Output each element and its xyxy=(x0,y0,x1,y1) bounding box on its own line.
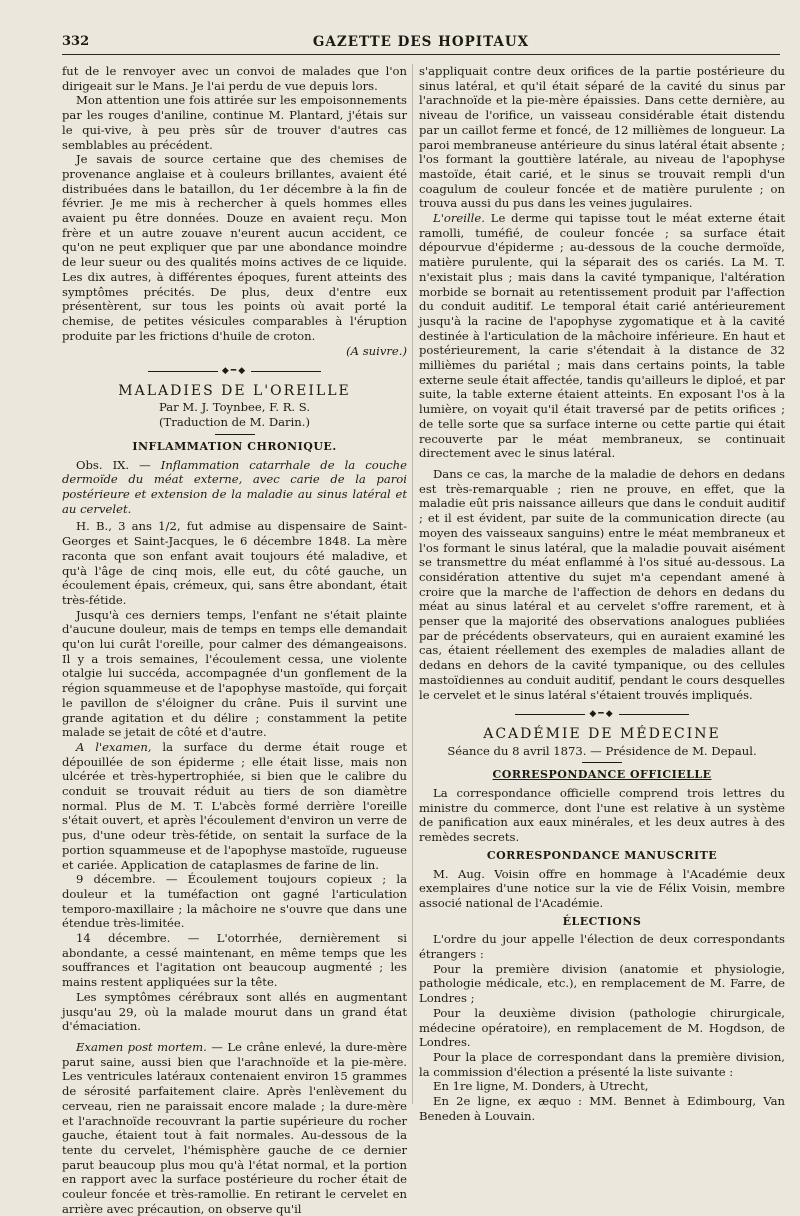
section-title: ACADÉMIE DE MÉDECINE xyxy=(483,725,721,742)
paragraph: M. Aug. Voisin offre en hommage à l'Académie deux exemplaires d'une notice sur la vie de Félix Voisin, membre associé national de l'Académie. xyxy=(419,866,785,910)
translator-byline: (Traduction de M. Darin.) xyxy=(159,415,310,430)
divider xyxy=(582,762,622,763)
left-column xyxy=(62,64,408,1216)
observation-title: Inflammation catarrhale de la couche dermoïde du méat externe, avec carie de la paroi postérieure et extension de la maladie au sinus latéral et au cervelet. xyxy=(62,457,408,516)
section-ornament: ◆━◆ xyxy=(62,364,407,379)
paragraph: Examen post mortem. — Le crâne enlevé, la dure-mère parut saine, aussi bien que l'arachnoïde et la pie-mère. Les ventricules latéraux contenaient environ 15 grammes de sérosité parfaitement claire. Après l'enlèvement du cerveau, rien ne paraissait encore malade ; la dure-mère et l'arachnoïde recouvrant la partie supérieure du rocher gauche, étaient tout à fait normales. Au-dessous de la tente du cervelet, l'hémisphère gauche de ce dernier parut beaucoup plus mou qu'à l'état normal, et la portion en rapport avec la surface postérieure du rocher était de couleur foncée et très-ramollie. En retirant le cervelet en arrière avec précaution, on observe qu'il xyxy=(62,1040,408,1216)
inline-label: A l'examen, xyxy=(76,739,152,754)
paragraph: Pour la place de correspondant dans la première division, la commission d'élection a présenté la liste suivante : xyxy=(419,1050,785,1079)
paragraph: En 1re ligne, M. Donders, à Utrecht, xyxy=(433,1079,649,1094)
paragraph: Je savais de source certaine que des chemises de provenance anglaise et à couleurs brillantes, avaient été distribuées dans le bataillon, du 1er décembre à la fin de février. Je me mis à rechercher à quels hommes elles avaient pu être données. Douze en avaient reçu. Mon frère et un autre zouave n'eurent aucun accident, ce qu'on ne peut expliquer que par une abondance moindre de leur sueur ou des qualités moins actives de ce liquide. Les dix autres, à différentes époques, furent atteints des symptômes précités. De plus, deux d'entre eux présentèrent, sur tous les points où avait porté la chemise, de petites vésicules comparables à l'éruption produite par les frictions d'huile de croton. xyxy=(62,152,407,343)
paragraph: La correspondance officielle comprend trois lettres du ministre du commerce, dont l'une est relative à un système de panification aux eaux minérales, et les deux autres à des remèdes secrets. xyxy=(419,786,785,845)
observation-label: Obs. IX. — xyxy=(76,457,151,472)
paragraph: A l'examen, la surface du derme était rouge et dépouillée de son épiderme ; elle était lisse, mais non ulcérée et très-hypertrophiée, si bien que le calibre du conduit se trouvait réduit au tiers de son diamètre normal. Plus de M. T. L'abcès formé derrière l'oreille s'était ouvert, et après l'écoulement d'environ un verre de pus, d'une odeur très-fétide, on sentait la surface de la portion squammeuse et de l'apophyse mastoïde, rugueuse et cariée. Application de cataplasmes de farine de lin. xyxy=(62,739,407,872)
to-be-continued: (A suivre.) xyxy=(346,344,407,359)
section-title: MALADIES DE L'OREILLE xyxy=(118,382,351,399)
section-ornament: ◆━◆ xyxy=(419,707,785,722)
subsection-title: INFLAMMATION CHRONIQUE. xyxy=(132,439,337,453)
column-divider xyxy=(412,64,413,1104)
paragraph: 14 décembre. — L'otorrhée, dernièrement si abondante, a cessé maintenant, en même temps que les souffrances et l'agitation ont beaucoup augmenté ; les mains restent appliquées sur la tête. xyxy=(62,931,407,990)
observation-heading xyxy=(62,458,407,517)
paragraph: fut de le renvoyer avec un convoi de malades que l'on dirigeait sur le Mans. Je l'ai perdu de vue depuis lors. xyxy=(62,64,407,93)
page-header xyxy=(62,34,780,55)
paragraph: Pour la deuxième division (pathologie chirurgicale, médecine opératoire), en remplacement de M. Hogdson, de Londres. xyxy=(419,1005,785,1050)
divider xyxy=(215,434,255,435)
author-byline: Par M. J. Toynbee, F. R. S. xyxy=(158,400,311,415)
paragraph: Mon attention une fois attirée sur les empoisonnements par les rouges d'aniline, continue M. Plantard, j'étais sur le qui-vive, à peu près sûr de trouver d'autres cas semblables au précédent. xyxy=(62,93,407,152)
subsection-title: ÉLECTIONS xyxy=(562,914,642,928)
subsection-title: CORRESPONDANCE MANUSCRITE xyxy=(486,848,718,862)
page-number: 332 xyxy=(62,34,90,49)
inline-label: L'oreille. xyxy=(433,211,485,226)
paragraph: L'oreille. Le derme qui tapisse tout le méat externe était ramolli, tuméfié, de couleur foncée ; sa surface était dépourvue d'épiderme ; au-dessous de la couche dermoïde, matière purulente, qui la séparait des os cariés. La M. T. n'existait plus ; mais dans la cavité tympanique, l'altération morbide se bornait au retentissement produit par l'affection du conduit auditif. Le temporal était carié antérieurement jusqu'à la racine de l'apophyse zygomatique et à la cavité destinée à l'articulation de la mâchoire inférieure. En haut et postérieurement, la carie s'étendait à la distance de 32 millièmes du pariétal ; mais dans certains points, la table externe seule était affectée, tandis qu'ailleurs le diploé, et par suite, la table externe étaient atteints. En exposant l'os à la lumière, on voyait qu'il était traversé par de petits orifices ; de telle sorte que sa surface interne ou cette partie qui était recouverte par le méat membraneux, se continuait directement avec le sinus latéral. xyxy=(419,211,785,461)
paragraph: Jusqu'à ces derniers temps, l'enfant ne s'était plainte d'aucune douleur, mais de temps en temps elle demandait qu'on lui curât l'oreille, pour calmer des démangeaisons. Il y a trois semaines, l'écoulement cessa, une violente otalgie lui succéda, accompagnée d'un gonflement de la région squammeuse et de l'apophyse mastoïde, qui forçait le pavillon de s'éloigner du crâne. Puis il survint une grande agitation et du délire ; constamment la petite malade se jetait de côté et d'autre. xyxy=(62,607,407,740)
session-line: Séance du 8 avril 1873. — Présidence de M. Depaul. xyxy=(447,743,757,758)
paragraph: Les symptômes cérébraux sont allés en augmentant jusqu'au 29, où la malade mourut dans un grand état d'émaciation. xyxy=(62,989,407,1034)
paragraph: Dans ce cas, la marche de la maladie de dehors en dedans est très-remarquable ; rien ne prouve, en effet, que la maladie eût pris naissance ailleurs que dans le conduit auditif ; et il est évident, par suite de la communication directe (au moyen des vaisseaux sanguins) entre le méat membraneux et l'os formant le sinus latéral, que la maladie pouvait aisément se transmettre du méat enflammé à l'os situé au-dessous. La considération attentive du sujet m'a cependant amené à croire que la marche de l'affection de dehors en dedans du méat au sinus latéral et au cervelet s'offre rarement, et à penser que la majorité des observations analogues publiées par de précédents observateurs, qui en auraient examiné les cas, étaient réellement des exemples de maladies allant de dedans en dehors de la cavité tympanique, ou des cellules mastoïdiennes au conduit auditif, pendant le cours desquelles le cervelet et le sinus latéral s'étaient trouvés impliqués. xyxy=(419,466,785,702)
paragraph: 9 décembre. — Écoulement toujours copieux ; la douleur et la tuméfaction ont gagné l'articulation temporo-maxillaire ; la mâchoire ne s'ouvre que dans une étendue très-limitée. xyxy=(62,872,407,931)
inline-label: Examen post mortem. xyxy=(76,1040,207,1054)
paragraph: s'appliquait contre deux orifices de la partie postérieure du sinus latéral, et qu'il était séparé de la cavité du sinus par l'arachnoïde et la pie-mère épaissies. Dans cette dernière, au niveau de l'orifice, un vaisseau considérable était distendu par un caillot ferme et foncé, de 12 millièmes de longueur. La paroi membraneuse antérieure du sinus latéral était absente ; l'os formant la gouttière latérale, au niveau de l'apophyse mastoïde, était carié, et le sinus se trouvait rempli d'un coagulum de couleur foncée et de matière purulente ; on trouva aussi du pus dans les veines jugulaires. xyxy=(419,64,785,211)
subsection-title: CORRESPONDANCE OFFICIELLE xyxy=(492,768,712,782)
paragraph: En 2e ligne, ex æquo : MM. Bennet à Edimbourg, Van Beneden à Louvain. xyxy=(419,1094,785,1123)
paragraph: H. B., 3 ans 1/2, fut admise au dispensaire de Saint-Georges et Saint-Jacques, le 6 décembre 1848. La mère raconta que son enfant avait toujours été maladive, et qu'à l'âge de cinq mois, elle eut, du côté gauche, un écoulement épais, crémeux, qui, sans être abondant, était très-fétide. xyxy=(62,519,407,607)
paragraph: Pour la première division (anatomie et physiologie, pathologie médicale, etc.), en remplacement de M. Farre, de Londres ; xyxy=(419,961,785,1006)
paragraph: L'ordre du jour appelle l'élection de deux correspondants étrangers : xyxy=(419,932,785,962)
right-column xyxy=(419,64,785,1123)
running-title: GAZETTE DES HOPITAUX xyxy=(312,34,530,50)
